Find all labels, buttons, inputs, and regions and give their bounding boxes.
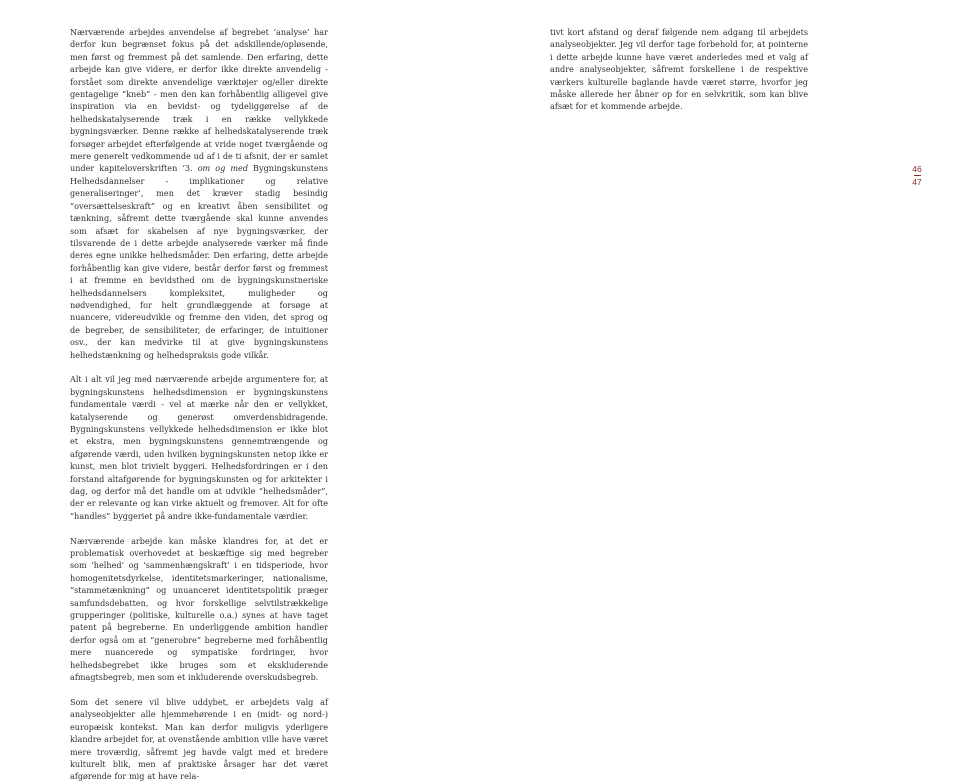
page-number-divider: [914, 175, 921, 176]
paragraph-1-text-a: Nærværende arbejdes anvendelse af begrebet ‘analyse’ har derfor kun begrænset fokus på det adskillende/opløsende, men først og fremmest på det samlende. Den erfaring, dette arbejde kan give videre, er derfor ikke direkte anvendelig - forstået som direkte anvendelige værktøjer og/eller direkte gentagelige “kneb” - men den kan forhåbentlig alligevel give inspiration via en bevidst- og tydeliggørelse af de helhedskatalyserende træk i en række vellykkede bygningsværker. Denne række af helhedskatalyserende træk forsøger arbejdet efterfølgende at vride noget tværgående og mere generelt vedkommende ud af i de ti afsnit, der er samlet under kapiteloverskriften ‘3.: [70, 27, 328, 174]
page-number-right: 47: [912, 177, 922, 187]
paragraph-3: Nærværende arbejde kan måske klandres for, at det er problematisk overhovedet at beskæftige sig med begreber som ‘helhed’ og ‘sammenhængskraft’ i en tidsperiode, hvor homogenitetsdyrkelse, identitetsmarkeringer, nationalisme, “stammetænkning” og unuanceret identitetspolitik præger samfundsdebatten, og hvor forskellige selvtilstrækkelige grupperinger (politiske, kulturelle o.a.) synes at have taget patent på begreberne. En underliggende ambition handler derfor også om at “generobre” begreberne med forhåbentlig mere nuancerede og sympatiske fordringer, hvor helhedsbegrebet ikke bruges som et ekskluderende afmagtsbegreb, men som et inkluderende overskudsbegreb.: [70, 535, 328, 683]
paragraph-1: [70, 26, 328, 361]
paragraph-5: tivt kort afstand og deraf følgende nem adgang til arbejdets analyseobjekter. Jeg vil derfor tage forbehold for, at pointerne i dette arbejde kunne have været anderledes med et valg af andre analyseobjekter, såfremt forskellene i de respektive værkers kulturelle baglande havde været større, hvorfor jeg måske allerede her åbner op for en selvkritik, som kan blive afsæt for et kommende arbejde.: [550, 27, 808, 112]
left-page: [0, 0, 480, 782]
right-page: [480, 0, 960, 761]
paragraph-4: Som det senere vil blive uddybet, er arbejdets valg af analyseobjekter alle hjemmehørende i en (midt- og nord-) europæisk kontekst. Man kan derfor muligvis yderligere klandre arbejdet for, at ovenstående ambition ville have været mere troværdig, såfremt jeg havde valgt med et bredere kulturelt blik, men af praktiske årsager har det været afgørende for mig at have rela-: [70, 696, 328, 782]
page-number-left: 46: [912, 164, 922, 174]
paragraph-2: Alt i alt vil jeg med nærværende arbejde argumentere for, at bygningskunstens helhedsdimension er bygningskunstens fundamentale værdi - vel at mærke når den er vellykket, katalyserende og generøst omverdensbidragende. Bygningskunstens vellykkede helhedsdimension er ikke blot et ekstra, men bygningskunstens gennemtrængende og afgørende værdi, uden hvilken bygningskunsten netop ikke er kunst, men blot trivielt byggeri. Helhedsfordringen er i den forstand altafgørende for bygningskunsten og for arkitekter i dag, og derfor må det handle om at udvikle “helhedsmåder”, der er relevante og kan virke aktuelt og fremover. Alt for ofte “handles” byggeriet på andre ikke-fundamentale værdier.: [70, 374, 328, 521]
paragraph-1-emphasis: om og med: [197, 163, 249, 174]
left-text-column: [70, 26, 328, 783]
right-text-column: [550, 26, 808, 113]
page-numbers: [909, 164, 925, 187]
paragraph-1-text-b: Bygningskunstens Helhedsdannelser - implikationer og relative generaliseringer’, men det kræver stadig besindig “oversættelseskraft” og en kreativt åben sensibilitet og tænkning, såfremt dette tværgående skal kunne anvendes som afsæt for skabelsen af nye bygningsværker, der tilsvarende de i dette arbejde analyserede værker må finde deres egne unikke helhedsmåder. Den erfaring, dette arbejde forhåbentlig kan give videre, består derfor først og fremmest i at fremme en bevidsthed om de bygningskunstneriske helhedsdannelsers kompleksitet, muligheder og nødvendighed, for helt grundlæggende at forsøge at nuancere, videreudvikle og fremme den viden, det sprog og de begreber, de sensibiliteter, de erfaringer, de intuitioner osv., der kan medvirke til at give bygningskunstens helhedstænkning og helhedspraksis gode vilkår.: [70, 163, 328, 360]
